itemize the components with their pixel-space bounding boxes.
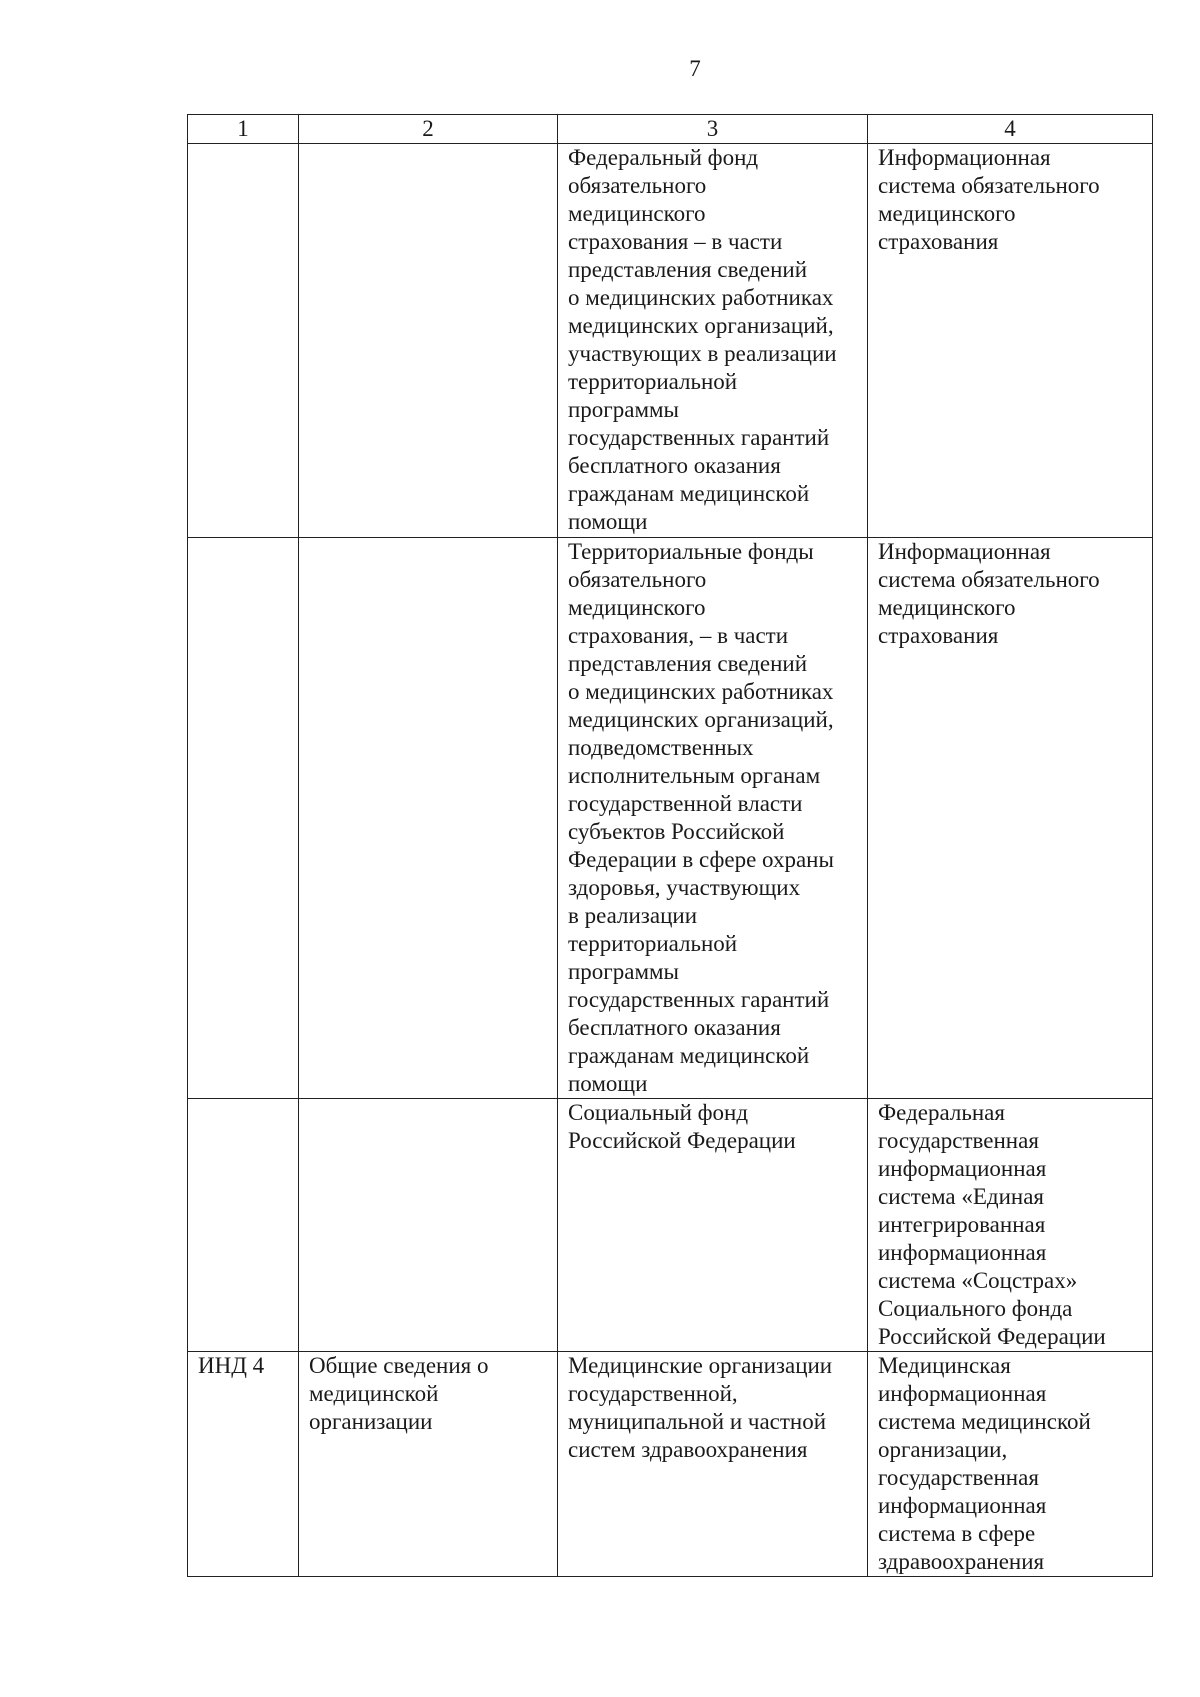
- table-cell-code: [188, 144, 299, 538]
- table-cell-provider: Медицинские организации государственной, муниципальной и частной систем здравоохранения: [558, 1352, 868, 1577]
- table-cell-system: Медицинская информационная система медицинской организации, государственная информационная система в сфере здравоохранения: [868, 1352, 1153, 1577]
- table-cell-code: ИНД 4: [188, 1352, 299, 1577]
- column-header-2: 2: [299, 115, 558, 144]
- table-cell-code: [188, 538, 299, 1099]
- table-header-row: [188, 115, 1153, 144]
- table-cell-code: [188, 1099, 299, 1352]
- table-row: [188, 144, 1153, 538]
- page-number: 7: [689, 56, 701, 81]
- table-cell-description: Общие сведения о медицинской организации: [299, 1352, 558, 1577]
- table-cell-system: Федеральная государственная информационная система «Единая интегрированная информационная система «Соцстрах» Социального фонда Российской Федерации: [868, 1099, 1153, 1352]
- data-table: [187, 114, 1153, 1577]
- table-cell-system: Информационная система обязательного медицинского страхования: [868, 538, 1153, 1099]
- table-cell-description: [299, 144, 558, 538]
- table-row: [188, 1352, 1153, 1577]
- table-cell-provider: Социальный фонд Российской Федерации: [558, 1099, 868, 1352]
- column-header-4: 4: [868, 115, 1153, 144]
- table-cell-system: Информационная система обязательного медицинского страхования: [868, 144, 1153, 538]
- table-row: [188, 538, 1153, 1099]
- table-cell-description: [299, 538, 558, 1099]
- table-cell-provider: Территориальные фонды обязательного медицинского страхования, – в части представления сведений о медицинских работниках медицинских организаций, подведомственных исполнительным органам государственной власти субъектов Российской Федерации в сфере охраны здоровья, участвующих в реализации территориальной программы государственных гарантий бесплатного оказания гражданам медицинской помощи: [558, 538, 868, 1099]
- table-cell-provider: Федеральный фонд обязательного медицинского страхования – в части представления сведений о медицинских работниках медицинских организаций, участвующих в реализации территориальной программы государственных гарантий бесплатного оказания гражданам медицинской помощи: [558, 144, 868, 538]
- column-header-1: 1: [188, 115, 299, 144]
- table-row: [188, 1099, 1153, 1352]
- table-cell-description: [299, 1099, 558, 1352]
- column-header-3: 3: [558, 115, 868, 144]
